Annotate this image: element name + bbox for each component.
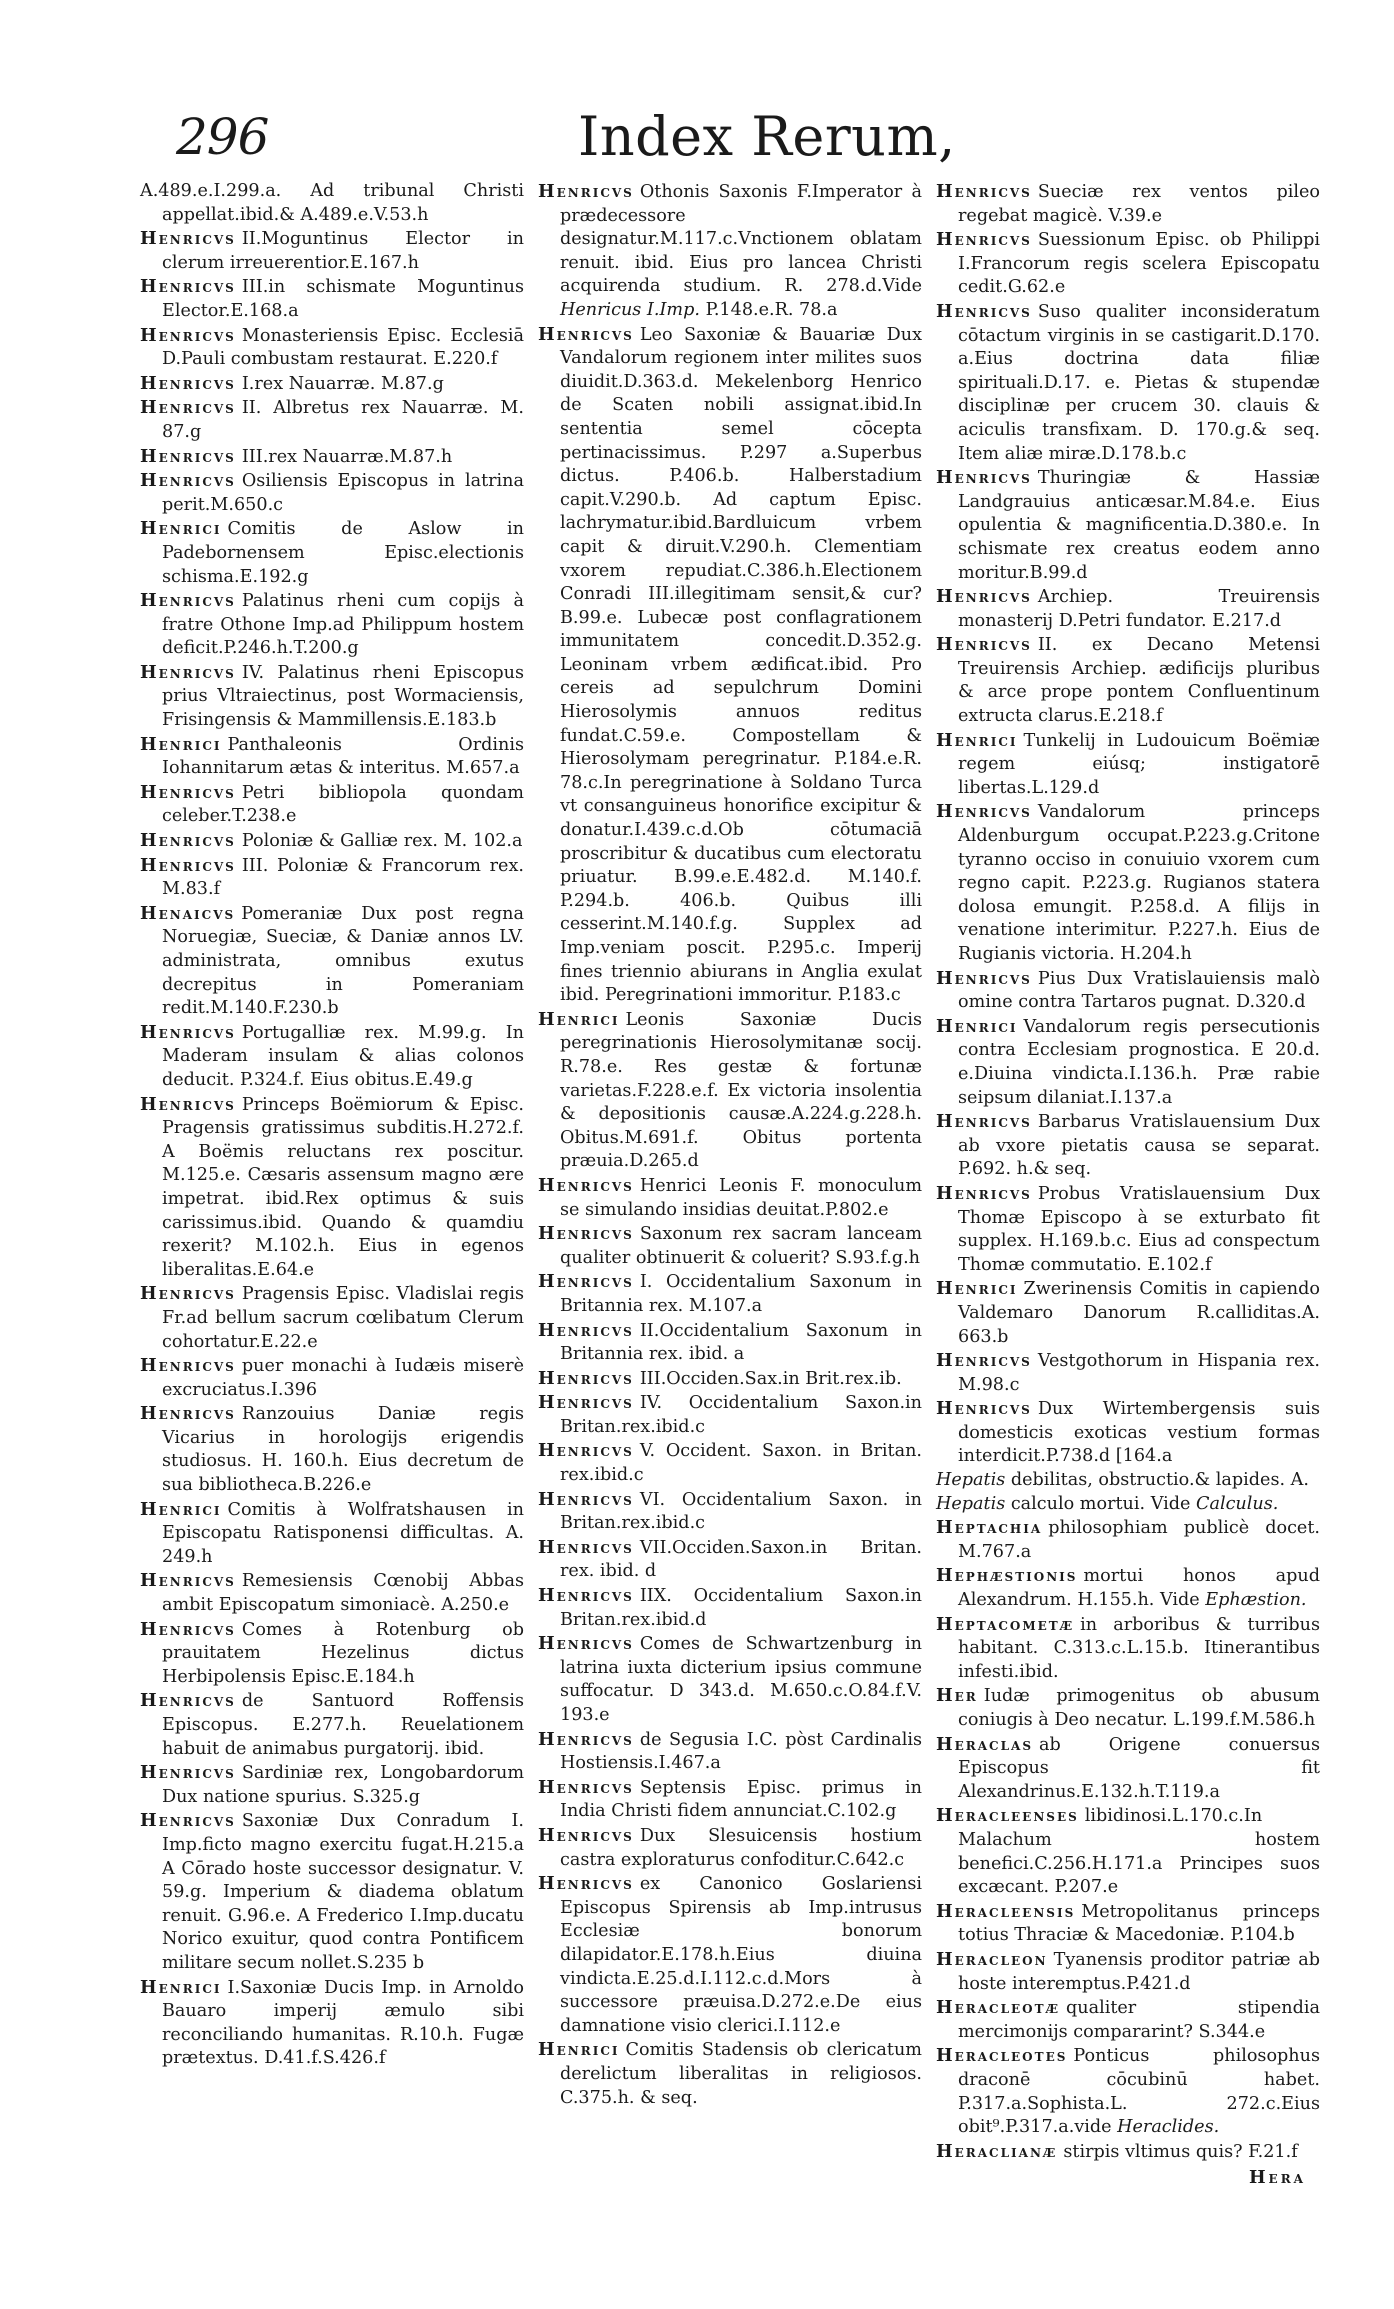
entry-headword: Henricvs	[936, 181, 1032, 202]
entry-headword: Heracleotes	[936, 2045, 1068, 2067]
entry-headword: Henricvs	[140, 1618, 236, 1640]
entry-text: Othonis Saxonis F.Imperator à prædecessore designatur.M.117.c.Vnctionem oblatam renuit. ibid. Eius pro lancea Christi acquirenda studium. R. 278.d.Vide	[560, 182, 922, 297]
index-entry	[936, 1996, 1320, 2044]
entry-text: Zwerinensis Comitis in capiendo Valdemaro Danorum R.calliditas.A. 663.b	[958, 1279, 1320, 1347]
entry-text: Septensis Episc. primus in India Christi fidem annunciat.C.102.g	[560, 1777, 922, 1822]
entry-text: Vandalorum princeps Aldenburgum occupat.P.223.g.Critone tyranno occiso in conuiuio vxorem cum regno capit. P.223.g. Rugianos statera dolosa emungit. P.258.d. A filijs in venatione interimitur. P.227.h. Eius de Rugianis victoria. H.204.h	[958, 802, 1320, 964]
entry-text: III.rex Nauarræ.M.87.h	[241, 446, 453, 467]
entry-headword: Henricvs	[538, 1728, 634, 1750]
entry-headword: Henricvs	[538, 1776, 634, 1798]
entry-headword: Henricvs	[936, 467, 1032, 489]
entry-headword: Henrici	[538, 2039, 620, 2061]
entry-text: in arboribus & turribus habitant. C.313.c.L.15.b. Itinerantibus infesti.ibid.	[958, 1614, 1320, 1682]
entry-headword: Henricvs	[140, 228, 236, 250]
entry-headword: Henricvs	[936, 300, 1032, 322]
index-entry	[936, 180, 1320, 228]
entry-text: de Santuord Roffensis Episcopus. E.277.h. Reuelationem habuit de animabus purgatorij. ibid.	[162, 1691, 524, 1759]
entry-headword: Henricvs	[140, 1355, 236, 1377]
entry-text: Dux Slesuicensis hostium castra exploraturus confoditur.C.642.c	[560, 1825, 922, 1870]
entry-text: debilitas, obstructio.& lapides. A.	[1010, 1470, 1309, 1491]
entry-headword: Henrici	[140, 1976, 222, 1998]
entry-text: Monasteriensis Episc. Ecclesiā D.Pauli combustam restaurat. E.220.f	[162, 325, 524, 370]
entry-headword: Heraclas	[936, 1733, 1034, 1755]
entry-headword: Henricvs	[538, 1223, 634, 1245]
entry-headword: Henricvs	[936, 1350, 1032, 1372]
entry-text: de Segusia I.C. pòst Cardinalis Hostiensis.I.467.a	[560, 1729, 922, 1774]
index-entry	[936, 1564, 1320, 1612]
index-entry	[936, 800, 1320, 966]
entry-headword: Henricvs	[140, 1283, 236, 1305]
index-entry	[538, 180, 922, 323]
index-entry	[140, 1402, 524, 1497]
entry-headword: Henricvs	[936, 801, 1032, 823]
entry-cross-reference: Ephæstion.	[1205, 1590, 1307, 1611]
entry-text: Remesiensis Cœnobij Abbas ambit Episcopatum simoniacè. A.250.e	[162, 1571, 524, 1616]
index-entry	[936, 2044, 1320, 2139]
index-entry	[140, 781, 524, 829]
entry-headword: Heracleon	[936, 1948, 1048, 1970]
entry-headword: Henricvs	[936, 229, 1032, 251]
entry-text: Henrici Leonis F. monoculum se simulando insidias deuitat.P.802.e	[560, 1175, 922, 1220]
entry-headword: Henricvs	[538, 1633, 634, 1655]
entry-headword: Heraclianæ	[936, 2140, 1058, 2162]
index-entry	[140, 1498, 524, 1570]
entry-text: Probus Vratislauensium Dux Thomæ Episcopo à se exturbato fit supplex. H.169.b.c. Eius ad conspectum Thomæ commutatio. E.102.f	[958, 1183, 1320, 1275]
index-entry	[140, 324, 524, 372]
entry-text: Comitis à Wolfratshausen in Episcopatu Ratisponensi difficultas. A. 249.h	[162, 1499, 524, 1567]
index-entry	[936, 1900, 1320, 1948]
index-entry	[936, 967, 1320, 1015]
entry-headword: Heptacometæ	[936, 1613, 1075, 1635]
entry-text: Barbarus Vratislauensium Dux ab vxore pietatis causa se separat. P.692. h.& seq.	[958, 1112, 1320, 1180]
entry-text: Comes à Rotenburg ob prauitatem Hezelinus dictus Herbipolensis Episc.E.184.h	[162, 1619, 524, 1687]
index-entry	[538, 1008, 922, 1174]
entry-text: Leo Saxoniæ & Bauariæ Dux Vandalorum regionem inter milites suos diuidit.D.363.d. Mekelenborg Henrico de Scaten nobili assignat.ibid.In sententia semel cōcepta pertinacissimus. P.297 a.Superbus dictus. P.406.b. Halberstadium capit.V.290.b. Ad captum Episc. lachrymatur.ibid.Bardluicum vrbem capit & diruit.V.290.h. Clementiam vxorem repudiat.C.386.h.Electionem Conradi III.illegitimam sensit,& cur?B.99.e. Lubecæ post conflagrationem immunitatem concedit.D.352.g. Leoninam vrbem ædificat.ibid. Pro cereis ad sepulchrum Domini Hierosolymis annuos reditus fundat.C.59.e. Compostellam & Hierosolymam peregrinatur. P.184.e.R. 78.c.In peregrinatione à Soldano Turca vt consanguineus honorifice excipitur & donatur.I.439.c.d.Ob cōtumaciā proscribitur & ducatibus cum electoratu priuatur. B.99.e.E.482.d. M.140.f. P.294.b. 406.b. Quibus illi cesserint.M.140.f.g. Supplex ad Imp.veniam poscit. P.295.c. Imperij fines triennio abiurans in Anglia exulat ibid. Peregrinationi immoritur. P.183.c	[560, 324, 922, 1006]
index-entry	[140, 180, 524, 227]
entry-text: Osiliensis Episcopus in latrina perit.M.650.c	[162, 471, 524, 515]
entry-text: Saxoniæ Dux Conradum I. Imp.ficto magno exercitu fugat.H.215.a A Cōrado hoste successor designatur. V. 59.g. Imperium & diadema oblatum renuit. G.96.e. A Frederico I.Imp.ducatu Norico exuitur, quod contra Pontificem militare secum nollet.S.235 b	[162, 1811, 524, 1973]
index-entry	[140, 275, 524, 323]
page-title: Index Rerum,	[578, 105, 956, 168]
entry-headword: Henrici	[936, 1278, 1018, 1300]
entry-headword: Henricvs	[538, 1440, 634, 1462]
entry-headword: Henricvs	[538, 1367, 634, 1389]
index-entry	[140, 1689, 524, 1761]
entry-headword: Henricvs	[140, 854, 236, 876]
index-entry	[936, 1182, 1320, 1277]
entry-text: calculo mortui. Vide	[1010, 1493, 1191, 1514]
entry-text: V. Occident. Saxon. in Britan. rex.ibid.c	[560, 1441, 922, 1486]
entry-text: mortui honos apud Alexandrum. H.155.h. Vide	[958, 1566, 1320, 1611]
entry-headword: Henrici	[140, 1498, 222, 1520]
entry-headword: Henricvs	[538, 1873, 634, 1895]
index-entry	[936, 1613, 1320, 1685]
index-entry	[140, 1761, 524, 1809]
index-entry	[140, 517, 524, 589]
index-entry	[538, 1872, 922, 2038]
entry-text: Saxonum rex sacram lanceam qualiter obtinuerit & coluerit? S.93.f.g.h	[560, 1224, 922, 1268]
entry-headword: Henricvs	[538, 1585, 634, 1607]
entry-text: A.489.e.I.299.a. Ad tribunal Christi appellat.ibid.& A.489.e.V.53.h	[140, 181, 524, 225]
entry-text: philosophiam publicè docet. M.767.a	[958, 1518, 1320, 1562]
entry-text: Thuringiæ & Hassiæ Landgrauius anticæsar.M.84.e. Eius opulentia & magnificentia.D.380.e. In schismate rex creatus eodem anno moritur.B.99.d	[958, 468, 1320, 583]
entry-headword: Henricvs	[140, 1690, 236, 1712]
entry-headword: Henricvs	[538, 1174, 634, 1196]
index-entry	[538, 323, 922, 1008]
page-number: 296	[176, 108, 269, 166]
entry-headword: Henricvs	[538, 323, 634, 345]
index-entry	[936, 1516, 1320, 1564]
entry-text: Tunkelij in Ludouicum Boëmiæ regem eiúsq; instigatorē libertas.L.129.d	[958, 730, 1320, 798]
entry-text: Metropolitanus princeps totius Thraciæ & Macedoniæ. P.104.b	[958, 1901, 1320, 1946]
entry-text: Iudæ primogenitus ob abusum coniugis à Deo necatur. L.199.f.M.586.h	[958, 1686, 1320, 1730]
index-entry	[936, 228, 1320, 300]
index-entry	[936, 2140, 1320, 2165]
entry-headword: Henricvs	[140, 445, 236, 467]
entry-headword: Henricvs	[140, 372, 236, 394]
entry-text: Pragensis Episc. Vladislai regis Fr.ad bellum sacrum cœlibatum Clerum cohortatur.E.22.e	[162, 1284, 524, 1352]
index-entry	[140, 445, 524, 470]
index-entry	[936, 633, 1320, 728]
index-entry	[140, 733, 524, 781]
entry-text: qualiter stipendia mercimonijs compararint? S.344.e	[958, 1998, 1320, 2042]
entry-headword: Henrici	[936, 1015, 1018, 1037]
entry-headword: Henricvs	[936, 1182, 1032, 1204]
entry-text: Sueciæ rex ventos pileo regebat magicè. V.39.e	[958, 182, 1320, 226]
entry-text: I.rex Nauarræ. M.87.g	[241, 373, 444, 394]
index-entry	[936, 1397, 1320, 1469]
index-entry	[140, 854, 524, 902]
index-entry	[140, 396, 524, 444]
entry-headword: Henricvs	[538, 1392, 634, 1414]
entry-text: stirpis vltimus quis? F.21.f	[1063, 2141, 1298, 2162]
entry-text: Ponticus philosophus draconē cōcubinū habet. P.317.a.Sophista.L. 272.c.Eius obit⁹.P.317.a.vide	[958, 2046, 1320, 2138]
entry-text: III.Occiden.Sax.in Brit.rex.ib.	[639, 1368, 902, 1389]
index-entry	[140, 227, 524, 275]
entry-headword: Henrici	[140, 518, 222, 540]
index-entry	[936, 1110, 1320, 1182]
index-entry	[936, 1948, 1320, 1996]
index-entry	[538, 1391, 922, 1439]
entry-text: ab Origene conuersus Episcopus fit Alexandrinus.E.132.h.T.119.a	[958, 1734, 1320, 1802]
entry-headword: Henricvs	[140, 1810, 236, 1832]
entry-text: II.Moguntinus Elector in clerum irreuerentior.E.167.h	[162, 229, 524, 273]
index-entry	[140, 1021, 524, 1093]
entry-headword-italic: Hepatis	[936, 1470, 1006, 1491]
entry-headword: Heracleotæ	[936, 1997, 1060, 2019]
index-entry	[936, 1349, 1320, 1397]
index-entry	[538, 1728, 922, 1776]
entry-headword: Henricvs	[936, 586, 1032, 608]
index-entry	[140, 1569, 524, 1617]
entry-text: VII.Occiden.Saxon.in Britan. rex. ibid. d	[560, 1537, 922, 1582]
entry-text: Panthaleonis Ordinis Iohannitarum ætas & interitus. M.657.a	[162, 734, 524, 779]
entry-text: Vestgothorum in Hispania rex. M.98.c	[958, 1351, 1320, 1395]
entry-headword: Henricvs	[140, 1093, 236, 1115]
index-entry	[140, 1282, 524, 1354]
index-entry	[936, 1277, 1320, 1349]
index-entry	[538, 2038, 922, 2110]
entry-text: Comes de Schwartzenburg in latrina iuxta dicterium ipsius commune suffocatur. D 343.d. M.650.c.O.84.f.V. 193.e	[560, 1634, 922, 1725]
entry-headword: Henricvs	[140, 1403, 236, 1425]
index-entry	[140, 589, 524, 661]
index-entry	[538, 1174, 922, 1222]
entry-text: Suso qualiter inconsideratum cōtactum virginis in se castigarit.D.170. a.Eius doctrina data filiæ spirituali.D.17. e. Pietas & stupendæ disciplinæ per crucem 30. clauis & aciculis transfixam. D. 170.g.& seq. Item aliæ miræ.D.178.b.c	[958, 301, 1320, 464]
entry-text: Pomeraniæ Dux post regna Noruegiæ, Sueciæ, & Daniæ annos LV. administrata, omnibus exutus decrepitus in Pomeraniam redit.M.140.F.230.b	[162, 903, 524, 1019]
index-entry	[538, 1367, 922, 1392]
entry-cross-reference: Heraclides.	[1117, 2117, 1220, 2138]
index-entry	[140, 1093, 524, 1283]
index-entry	[936, 1684, 1320, 1732]
entry-text: Poloniæ & Galliæ rex. M. 102.a	[241, 831, 523, 852]
entry-text: puer monachi à Iudæis miserè excruciatus.I.396	[162, 1356, 524, 1400]
index-entry	[140, 661, 524, 733]
entry-text: Comitis de Aslow in Padebornensem Episc.electionis schisma.E.192.g	[162, 519, 524, 587]
entry-text: Palatinus rheni cum copijs à fratre Othone Imp.ad Philippum hostem deficit.P.246.h.T.200.g	[162, 591, 524, 659]
entry-text: Suessionum Episc. ob Philippi I.Francorum regis scelera Episcopatu cedit.G.62.e	[958, 230, 1320, 298]
index-entry	[936, 1804, 1320, 1899]
entry-text: II. Albretus rex Nauarræ. M. 87.g	[162, 398, 524, 442]
entry-headword: Henricvs	[936, 634, 1032, 656]
entry-text: Dux Wirtembergensis suis domesticis exoticas vestium formas interdicit.P.738.d [164.a	[958, 1399, 1320, 1467]
entry-text: VI. Occidentalium Saxon. in Britan.rex.ibid.c	[560, 1489, 922, 1534]
index-entry	[538, 1632, 922, 1727]
index-entry	[936, 300, 1320, 466]
entry-text: IV. Occidentalium Saxon.in Britan.rex.ibid.c	[560, 1393, 922, 1437]
index-column-right	[936, 180, 1320, 2190]
index-entry	[538, 1439, 922, 1487]
index-entry	[140, 1976, 524, 2071]
entry-text: III. Poloniæ & Francorum rex. M.83.f	[162, 855, 524, 900]
index-entry	[936, 1493, 1320, 1517]
entry-headword: Hephæstionis	[936, 1565, 1078, 1587]
entry-headword: Henricvs	[140, 1021, 236, 1043]
entry-text: Ranzouius Daniæ regis Vicarius in horologijs erigendis studiosus. H. 160.h. Eius decretum de sua bibliotheca.B.226.e	[162, 1404, 524, 1496]
entry-text: libidinosi.L.170.c.In Malachum hostem benefici.C.256.H.171.a Principes suos excæcant. P.207.e	[958, 1806, 1320, 1898]
entry-headword: Henrici	[936, 729, 1018, 751]
entry-headword: Henricvs	[538, 1271, 634, 1293]
index-entry	[936, 729, 1320, 801]
entry-headword: Henricvs	[140, 397, 236, 419]
index-entry	[936, 466, 1320, 585]
page-header	[0, 105, 1394, 170]
entry-text: ex Canonico Goslariensi Episcopus Spirensis ab Imp.intrusus Ecclesiæ bonorum dilapidator.E.178.h.Eius diuina vindicta.E.25.d.I.112.c.d.Mors à successore præuisa.D.272.e.De eius damnatione visio clerici.I.112.e	[560, 1874, 922, 2036]
index-column-left	[140, 180, 524, 2071]
index-entry	[538, 1222, 922, 1270]
entry-headword: Henricvs	[538, 1319, 634, 1341]
entry-text: IV. Palatinus rheni Episcopus prius Vltraiectinus, post Wormaciensis, Frisingensis & Mammillensis.E.183.b	[162, 662, 524, 731]
entry-text: Sardiniæ rex, Longobardorum Dux natione spurius. S.325.g	[162, 1763, 524, 1807]
entry-headword: Henricvs	[140, 830, 236, 852]
entry-headword: Henricvs	[538, 1536, 634, 1558]
entry-headword: Henricvs	[140, 1762, 236, 1784]
entry-text: Tyanensis proditor patriæ ab hoste interemptus.P.421.d	[958, 1949, 1320, 1994]
entry-headword: Henrici	[538, 1008, 620, 1030]
entry-cross-reference: Henricus I.Imp.	[560, 299, 700, 320]
entry-headword-italic: Hepatis	[936, 1493, 1006, 1514]
entry-text: Vandalorum regis persecutionis contra Ecclesiam prognostica. E 20.d. e.Diuina vindicta.I.136.h. Præ rabie seipsum dilaniat.I.137.a	[958, 1016, 1320, 1108]
entry-text: I.Saxoniæ Ducis Imp. in Arnoldo Bauaro imperij æmulo sibi reconciliando humanitas. R.10.h. Fugæ prætextus. D.41.f.S.426.f	[162, 1977, 524, 2069]
entry-text: Archiep. Treuirensis monasterij D.Petri fundator. E.217.d	[958, 587, 1320, 631]
entry-text: II. ex Decano Metensi Treuirensis Archiep. ædificijs pluribus & arce prope pontem Confluentinum extructa clarus.E.218.f	[958, 635, 1320, 727]
catchword: Hera	[1248, 2167, 1306, 2189]
index-column-middle	[538, 180, 922, 2110]
entry-text: IIX. Occidentalium Saxon.in Britan.rex.ibid.d	[560, 1586, 922, 1630]
entry-headword: Henricvs	[140, 470, 236, 492]
entry-text: Pius Dux Vratislauiensis malò omine contra Tartaros pugnat. D.320.d	[958, 968, 1320, 1013]
index-entry	[538, 1536, 922, 1584]
entry-headword: Henaicvs	[140, 902, 236, 924]
entry-headword: Henricvs	[140, 276, 236, 298]
entry-headword: Henricvs	[936, 1398, 1032, 1420]
index-entry	[538, 1584, 922, 1632]
index-entry	[140, 469, 524, 517]
index-entry	[936, 585, 1320, 633]
entry-headword: Her	[936, 1685, 978, 1707]
entry-text: Comitis Stadensis ob clericatum derelictum liberalitas in religiosos. C.375.h. & seq.	[560, 2040, 922, 2108]
index-entry	[936, 1733, 1320, 1805]
entry-cross-reference: Calculus.	[1196, 1493, 1279, 1514]
index-entry	[538, 1319, 922, 1367]
entry-headword: Henricvs	[140, 1570, 236, 1592]
entry-headword: Heracleenses	[936, 1805, 1079, 1827]
index-entry	[140, 829, 524, 854]
entry-headword: Heracleensis	[936, 1900, 1076, 1922]
entry-text: II.Occidentalium Saxonum in Britannia rex. ibid. a	[560, 1320, 922, 1365]
entry-headword: Henricvs	[140, 590, 236, 612]
entry-text: Princeps Boëmiorum & Episc. Pragensis gratissimus subditis.H.272.f. A Boëmis reluctans rex poscitur. M.125.e. Cæsaris assensum magno ære impetrat. ibid.Rex optimus & suis carissimus.ibid. Quando & quamdiu rexerit? M.102.h. Eius in egenos liberalitas.E.64.e	[162, 1094, 524, 1280]
index-entry	[140, 1354, 524, 1402]
entry-headword: Heptachia	[936, 1517, 1043, 1539]
entry-text: I. Occidentalium Saxonum in Britannia rex. M.107.a	[560, 1272, 922, 1316]
index-entry	[538, 1824, 922, 1872]
entry-text: Leonis Saxoniæ Ducis peregrinationis Hierosolymitanæ socij. R.78.e. Res gestæ & fortunæ varietas.F.228.e.f. Ex victoria insolentia & depositionis causæ.A.224.g.228.h. Obitus.M.691.f. Obitus portenta præuia.D.265.d	[560, 1009, 922, 1172]
entry-headword: Henricvs	[538, 1488, 634, 1510]
entry-text: Petri bibliopola quondam celeber.T.238.e	[162, 782, 524, 827]
index-entry	[936, 1015, 1320, 1110]
index-entry	[140, 372, 524, 397]
entry-text-tail: P.148.e.R. 78.a	[705, 299, 838, 320]
entry-headword: Henricvs	[936, 1111, 1032, 1133]
index-entry	[936, 1469, 1320, 1493]
entry-headword: Henricvs	[936, 967, 1032, 989]
entry-headword: Henrici	[140, 733, 222, 755]
index-entry	[538, 1488, 922, 1536]
index-entry	[538, 1270, 922, 1318]
index-entry	[140, 1618, 524, 1690]
entry-text: III.in schismate Moguntinus Elector.E.168.a	[162, 277, 524, 321]
entry-headword: Henricvs	[538, 1824, 634, 1846]
entry-headword: Henricvs	[538, 181, 634, 202]
index-entry	[140, 1809, 524, 1975]
entry-text: Portugalliæ rex. M.99.g. In Maderam insulam & alias colonos deducit. P.324.f. Eius obitus.E.49.g	[162, 1022, 524, 1090]
entry-headword: Henricvs	[140, 324, 236, 346]
index-entry	[538, 1776, 922, 1824]
entry-headword: Henricvs	[140, 781, 236, 803]
entry-headword: Henricvs	[140, 661, 236, 683]
index-entry	[140, 902, 524, 1021]
